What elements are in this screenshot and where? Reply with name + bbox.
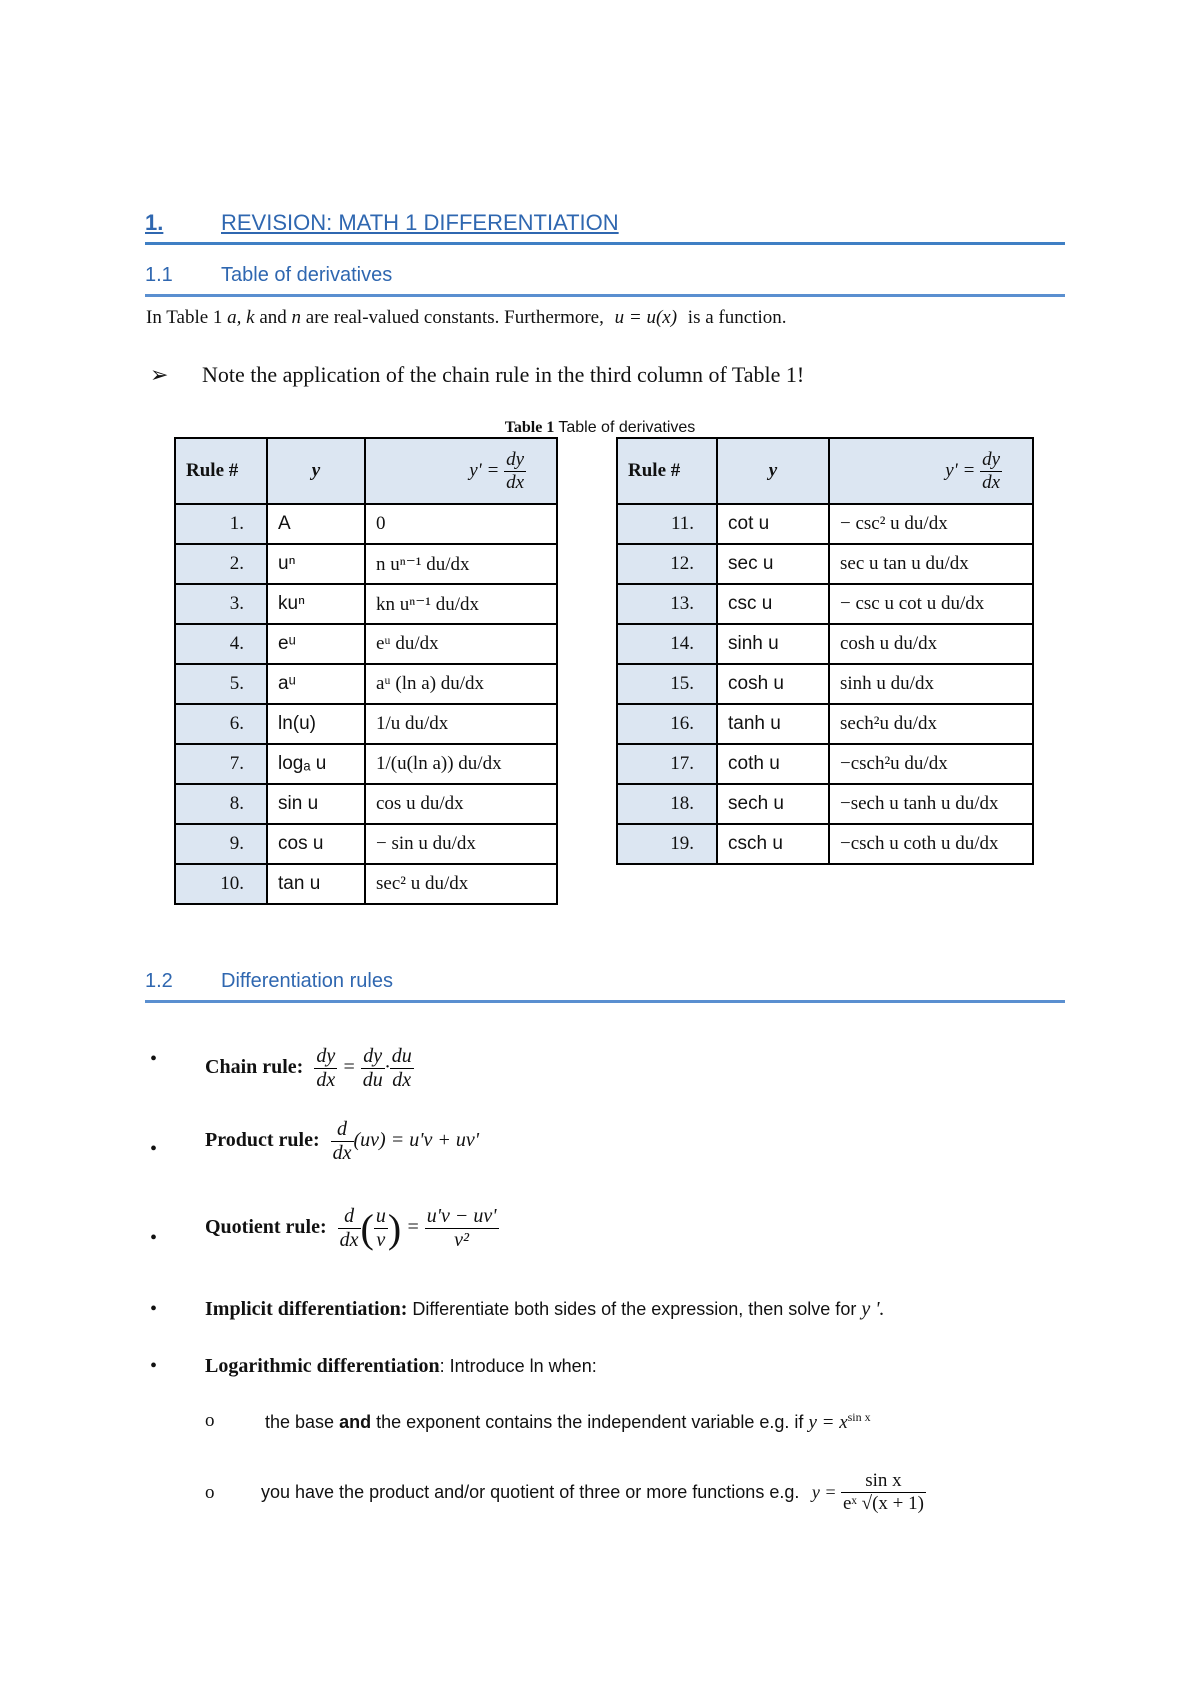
quotient-denominator: v² <box>454 1229 470 1251</box>
derivative-cell: n uⁿ⁻¹ du/dx <box>365 544 557 584</box>
derivative-cell: 0 <box>365 504 557 544</box>
derivative-cell: cosh u du/dx <box>829 624 1033 664</box>
table-row <box>175 744 557 784</box>
function-cell: cot u <box>717 504 829 544</box>
rule-number-cell: 8. <box>175 784 267 824</box>
implicit-label: Implicit differentiation: <box>205 1298 408 1320</box>
s1c: the exponent contains the independent variable e.g. if <box>376 1412 804 1432</box>
table-row <box>617 584 1033 624</box>
table-row <box>617 744 1033 784</box>
derivative-cell: aᵘ (ln a) du/dx <box>365 664 557 704</box>
bullet: • <box>150 1355 158 1377</box>
dy-dx-fraction <box>504 449 526 494</box>
intro-vars: a, k <box>227 307 255 328</box>
rule-number-cell: 7. <box>175 744 267 784</box>
rule-number-cell: 5. <box>175 664 267 704</box>
function-cell: A <box>267 504 365 544</box>
rule-number-cell: 12. <box>617 544 717 584</box>
product-rule-label: Product rule: <box>205 1129 320 1152</box>
rule-number-cell: 17. <box>617 744 717 784</box>
heading-number: 1.2 <box>145 970 173 992</box>
derivative-cell: sec u tan u du/dx <box>829 544 1033 584</box>
function-cell: aᵘ <box>267 664 365 704</box>
bullet: • <box>150 1227 158 1249</box>
table-row <box>175 624 557 664</box>
quotient-rule-label: Quotient rule: <box>205 1216 327 1239</box>
s2-denominator: eˣ √(x + 1) <box>842 1493 924 1514</box>
table-row <box>175 544 557 584</box>
frac-num: dy <box>506 448 524 470</box>
derivative-cell: 1/u du/dx <box>365 704 557 744</box>
rule-number-cell: 15. <box>617 664 717 704</box>
table-caption <box>0 419 1200 437</box>
function-cell: ln(u) <box>267 704 365 744</box>
function-cell: kuⁿ <box>267 584 365 624</box>
function-cell: tanh u <box>717 704 829 744</box>
table-row <box>617 624 1033 664</box>
sub-item-2-text <box>261 1470 926 1515</box>
derivative-cell: − csc² u du/dx <box>829 504 1033 544</box>
table-row <box>617 704 1033 744</box>
table-header-row <box>617 438 1033 504</box>
caption-label: Table 1 <box>504 419 555 436</box>
table-row <box>175 704 557 744</box>
sub-marker: o <box>205 1410 215 1431</box>
table-row <box>175 824 557 864</box>
table-row <box>617 784 1033 824</box>
frac-num: dy <box>982 448 1000 470</box>
caption-text: Table of derivatives <box>558 419 696 436</box>
function-cell: sech u <box>717 784 829 824</box>
function-cell: eᵘ <box>267 624 365 664</box>
frac-den: dx <box>982 471 1000 493</box>
function-cell: coth u <box>717 744 829 784</box>
derivative-cell: −csch²u du/dx <box>829 744 1033 784</box>
table-row <box>175 504 557 544</box>
arrow-bullet-icon: ➢ <box>150 362 169 387</box>
s2-numerator: sin x <box>841 1470 926 1493</box>
product-rule-rhs: (uv) = u'v + uv' <box>353 1129 479 1152</box>
table-row <box>617 664 1033 704</box>
header-rule: Rule # <box>175 438 267 504</box>
heading-title: Differentiation rules <box>221 970 393 992</box>
header-rule: Rule # <box>617 438 717 504</box>
intro-paragraph <box>146 307 786 329</box>
heading-title: REVISION: MATH 1 DIFFERENTIATION <box>221 210 619 235</box>
heading-title: Table of derivatives <box>221 264 393 286</box>
derivative-cell: sech²u du/dx <box>829 704 1033 744</box>
rule-number-cell: 10. <box>175 864 267 904</box>
logarithmic-body <box>205 1355 597 1378</box>
intro-text: In Table 1 <box>146 307 223 328</box>
yprime-label: y' = <box>469 459 500 481</box>
derivative-cell: −csch u coth u du/dx <box>829 824 1033 864</box>
function-cell: uⁿ <box>267 544 365 584</box>
derivative-cell: eᵘ du/dx <box>365 624 557 664</box>
quotient-numerator: u'v − uv' <box>426 1205 497 1227</box>
derivatives-table-right <box>616 437 1034 865</box>
function-cell: cos u <box>267 824 365 864</box>
rule-number-cell: 9. <box>175 824 267 864</box>
bullet: • <box>150 1298 158 1320</box>
s2-fraction <box>841 1470 926 1515</box>
function-cell: sec u <box>717 544 829 584</box>
derivative-cell: cos u du/dx <box>365 784 557 824</box>
rule-number-cell: 14. <box>617 624 717 664</box>
header-yprime <box>365 438 557 504</box>
header-y: y <box>267 438 365 504</box>
s1-superscript: sin x <box>847 1410 871 1424</box>
dy-dx-fraction <box>980 449 1002 494</box>
intro-text: are real-valued constants. Furthermore, <box>305 307 604 328</box>
s1b: and <box>339 1412 372 1432</box>
product-rule-formula: $\frac{d}{dx}$ (uv) = u'v + uv' <box>332 1118 479 1164</box>
intro-equation: u = u(x) <box>614 307 678 328</box>
derivative-cell: sec² u du/dx <box>365 864 557 904</box>
chain-rule-body <box>205 1045 414 1092</box>
bullet: • <box>150 1138 158 1160</box>
implicit-text: Differentiate both sides of the expression, then solve for <box>412 1299 857 1319</box>
product-rule-body <box>205 1118 479 1165</box>
derivatives-table-left <box>174 437 558 905</box>
function-cell: logₐ u <box>267 744 365 784</box>
function-cell: sin u <box>267 784 365 824</box>
section-heading-1-1 <box>145 264 1065 297</box>
logarithmic-label: Logarithmic differentiation <box>205 1355 440 1377</box>
s1-equation: y = x <box>808 1412 848 1433</box>
table-row <box>175 864 557 904</box>
function-cell: cosh u <box>717 664 829 704</box>
rule-number-cell: 13. <box>617 584 717 624</box>
table-row <box>175 784 557 824</box>
function-cell: csc u <box>717 584 829 624</box>
derivative-cell: −sech u tanh u du/dx <box>829 784 1033 824</box>
rule-number-cell: 4. <box>175 624 267 664</box>
table-row <box>617 544 1033 584</box>
table-row <box>617 824 1033 864</box>
section-heading-1-2 <box>145 970 1065 1003</box>
derivative-cell: − sin u du/dx <box>365 824 557 864</box>
quotient-rule-body <box>205 1205 499 1252</box>
intro-var-n: n <box>291 307 302 328</box>
rule-number-cell: 19. <box>617 824 717 864</box>
s2-equation: y = <box>811 1482 837 1502</box>
heading-number: 1. <box>145 210 164 235</box>
bullet: • <box>150 1048 158 1070</box>
section-heading-1 <box>145 208 1065 245</box>
sub-item-1-text <box>265 1410 871 1434</box>
derivative-cell: − csc u cot u du/dx <box>829 584 1033 624</box>
note-text: Note the application of the chain rule in the third column of Table 1! <box>202 362 805 387</box>
rule-number-cell: 16. <box>617 704 717 744</box>
function-cell: sinh u <box>717 624 829 664</box>
sub-marker: o <box>205 1482 215 1503</box>
table-row <box>617 504 1033 544</box>
logarithmic-text: : Introduce ln when: <box>439 1356 597 1376</box>
rule-number-cell: 6. <box>175 704 267 744</box>
chain-rule-formula: $\frac{dy}{dx}$ = $\frac{dy}{du}$ · $\frac{du}{dx}$ <box>316 1045 412 1091</box>
function-cell: tan u <box>267 864 365 904</box>
intro-text: is a function. <box>687 307 787 328</box>
rule-number-cell: 3. <box>175 584 267 624</box>
yprime-label: y' = <box>945 459 976 481</box>
s2-text: you have the product and/or quotient of three or more functions e.g. <box>261 1482 800 1502</box>
rule-number-cell: 1. <box>175 504 267 544</box>
intro-text: and <box>259 307 287 328</box>
header-y: y <box>717 438 829 504</box>
s1a: the base <box>265 1412 335 1432</box>
derivative-cell: sinh u du/dx <box>829 664 1033 704</box>
function-cell: csch u <box>717 824 829 864</box>
quotient-rule-formula: $\frac{d}{dx}$ ( $\frac{u}{v}$ ) = $\frac{u'v - uv'}{\text{v²}}$ <box>339 1205 497 1251</box>
heading-number: 1.1 <box>145 264 173 286</box>
chain-rule-label: Chain rule: <box>205 1056 304 1079</box>
table-row <box>175 664 557 704</box>
header-yprime <box>829 438 1033 504</box>
rule-number-cell: 11. <box>617 504 717 544</box>
derivative-cell: kn uⁿ⁻¹ du/dx <box>365 584 557 624</box>
frac-den: dx <box>506 471 524 493</box>
table-header-row <box>175 438 557 504</box>
table-row <box>175 584 557 624</box>
implicit-end: y '. <box>861 1298 885 1320</box>
derivative-cell: 1/(u(ln a)) du/dx <box>365 744 557 784</box>
implicit-body <box>205 1298 884 1321</box>
rule-number-cell: 2. <box>175 544 267 584</box>
rule-number-cell: 18. <box>617 784 717 824</box>
